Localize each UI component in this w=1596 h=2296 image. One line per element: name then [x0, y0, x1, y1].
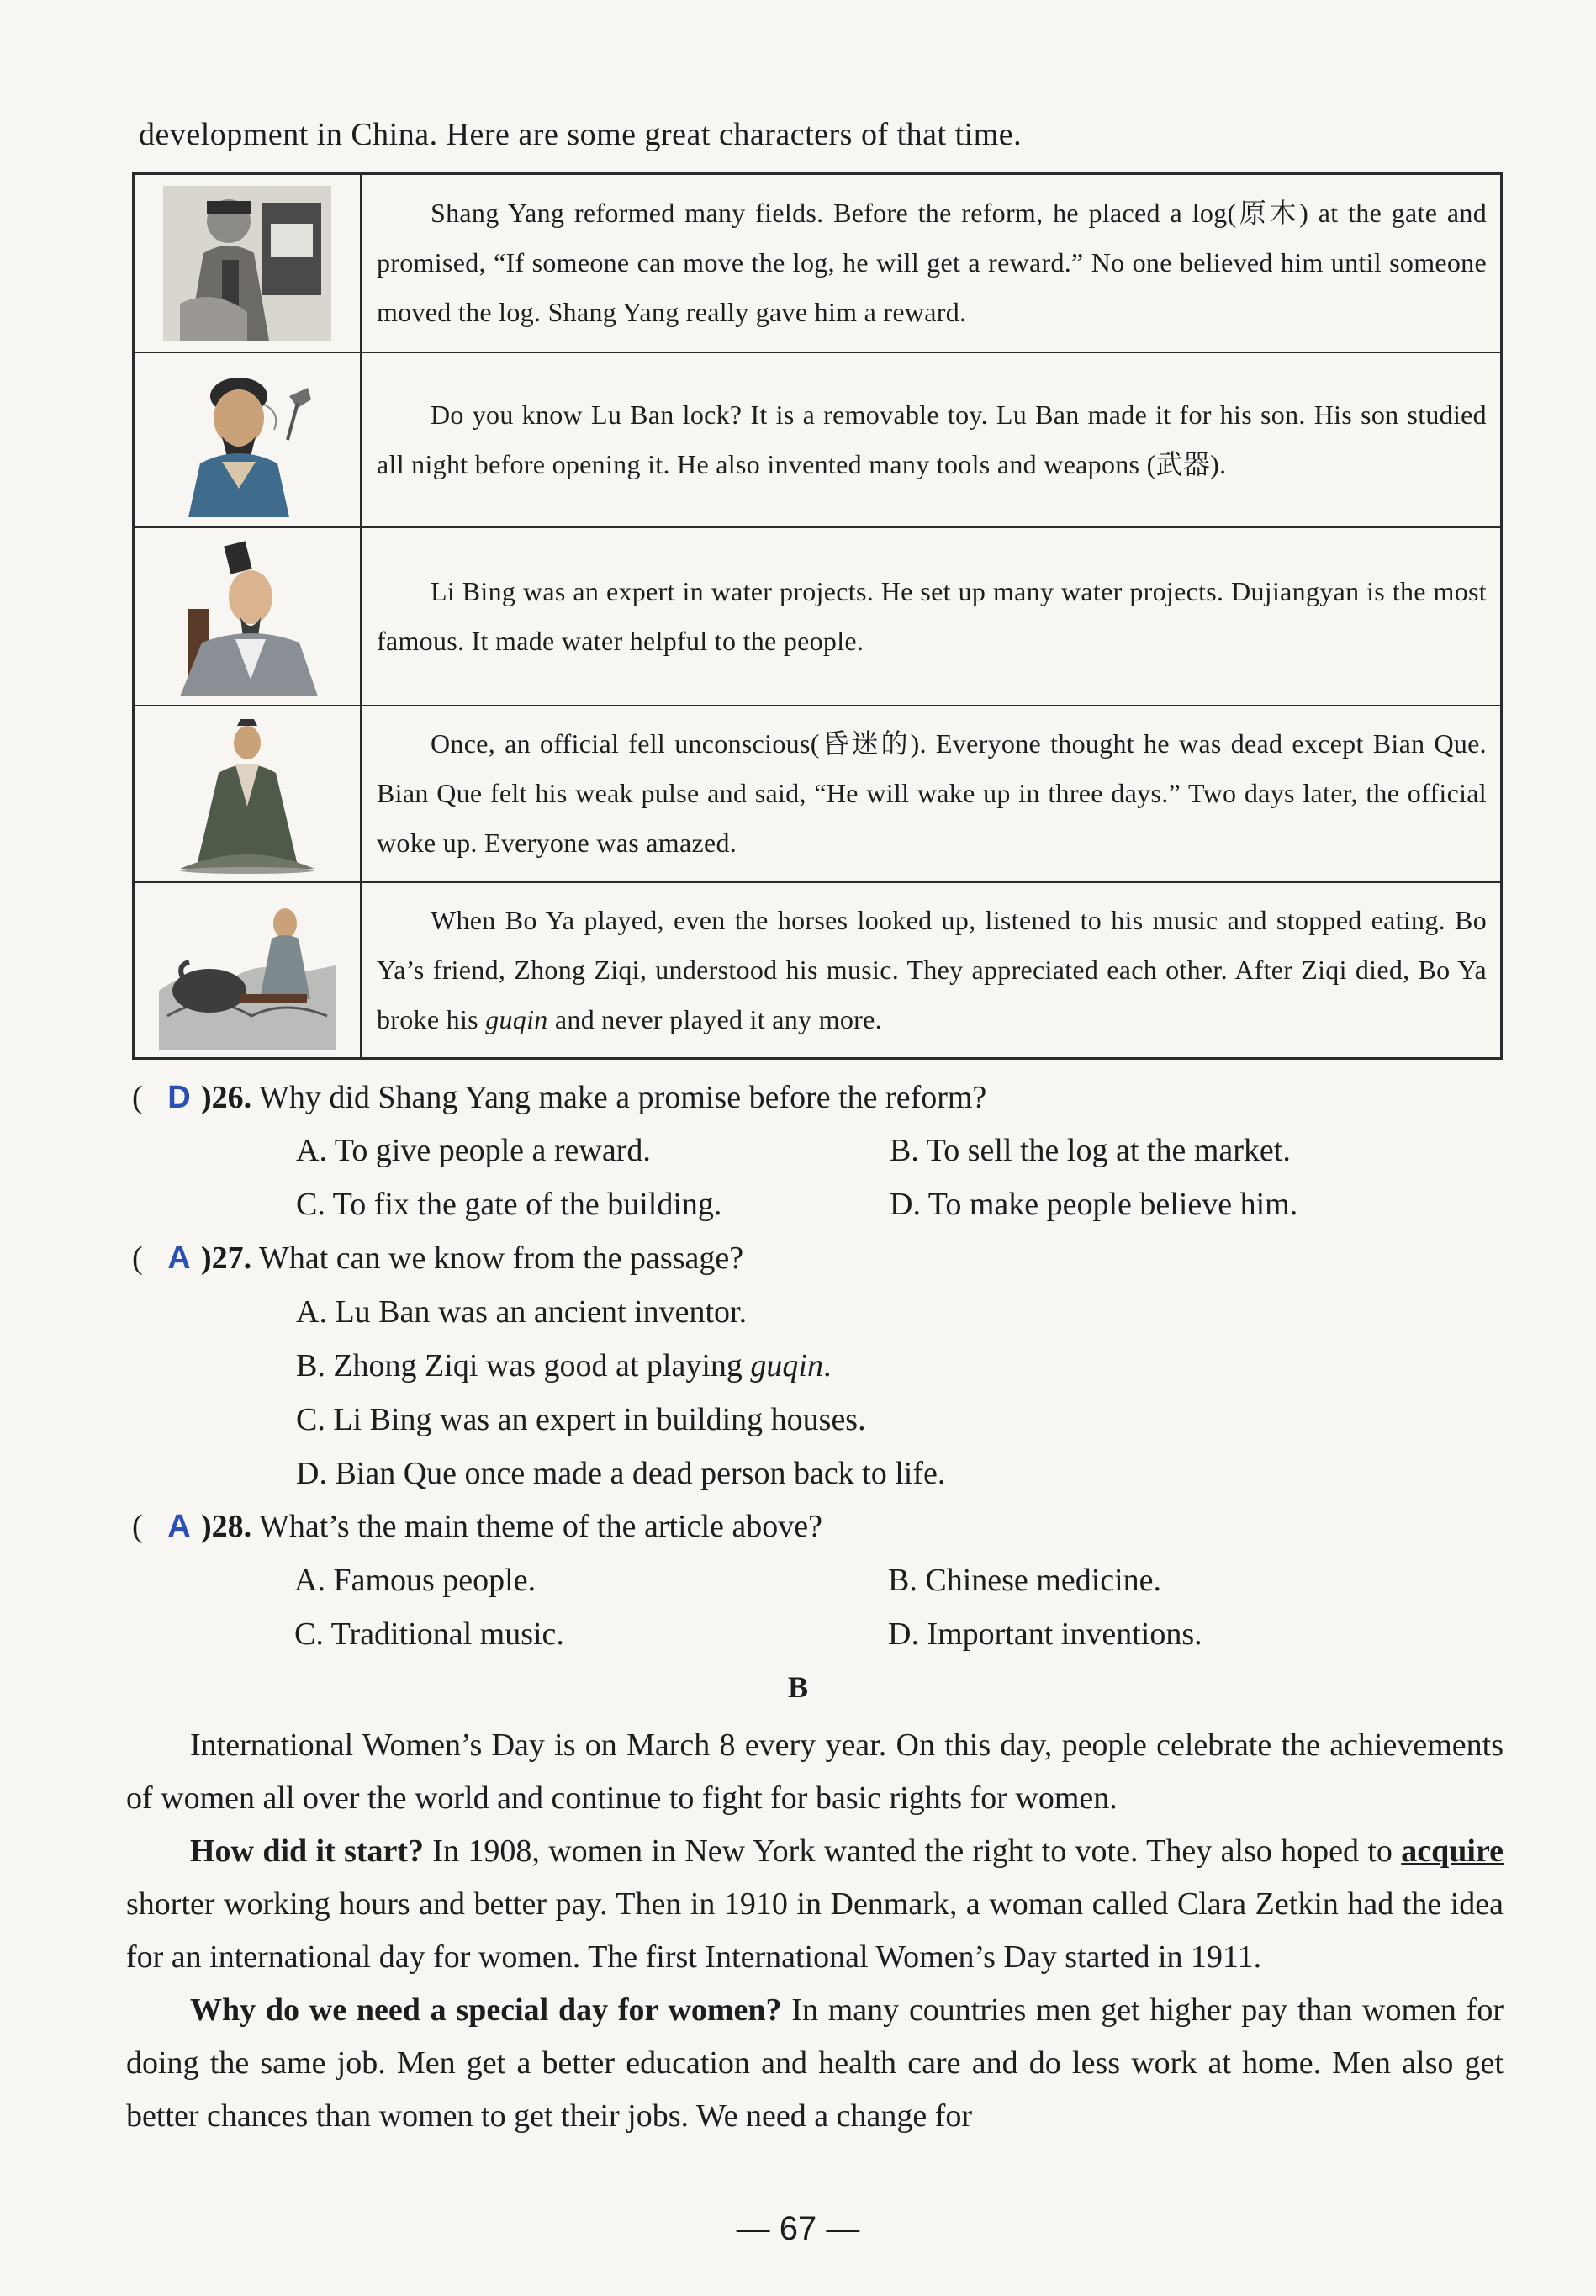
lu-ban-portrait [163, 362, 331, 517]
option-28-b: B. Chinese medicine. [888, 1563, 1162, 1598]
question-number: )26. [201, 1080, 252, 1115]
portrait-cell [134, 352, 362, 527]
option-27-d: D. Bian Que once made a dead person back to life. [296, 1456, 946, 1491]
question-text: Why did Shang Yang make a promise before the reform? [258, 1080, 987, 1115]
p3-text: In many countries men get higher pay than women for doing the same job. Men get a better education and health care and do less work at home. Men also get better chances than women to get their jobs. We need a change for [126, 1992, 1504, 2134]
table-row [134, 174, 1502, 352]
intro-line: development in China. Here are some great characters of that time. [139, 117, 1023, 152]
table-row [134, 882, 1502, 1059]
option-28-d: D. Important inventions. [888, 1616, 1202, 1652]
bo-ya-text-part: and never played it any more. [547, 1003, 882, 1034]
question-text: What’s the main theme of the article above? [258, 1509, 822, 1544]
guqin-word: guqin [750, 1348, 823, 1383]
section-b-heading: B [787, 1670, 808, 1704]
portrait-cell [134, 706, 362, 882]
option-27-c: C. Li Bing was an expert in building houses. [296, 1402, 866, 1437]
shang-yang-text: Shang Yang reformed many fields. Before the reform, he placed a log(原木) at the gate and promised, “If someone can move the log, he will get a reward.” No one believed him until someone moved the log. Shang Yang really gave him a reward. [377, 198, 1487, 328]
bo-ya-text-cell [361, 882, 1502, 1059]
question-number: )27. [201, 1241, 252, 1276]
bian-que-portrait [163, 714, 331, 874]
portrait-cell [134, 882, 362, 1059]
answer-26: D [167, 1080, 191, 1115]
bian-que-text-cell [361, 706, 1502, 882]
li-bing-text-cell [361, 527, 1502, 706]
option-28-a: A. Famous people. [294, 1563, 536, 1598]
option-26-a: A. To give people a reward. [296, 1133, 651, 1168]
answer-27: A [167, 1241, 191, 1276]
lu-ban-text: Do you know Lu Ban lock? It is a removable toy. Lu Ban made it for his son. His son studied all night before opening it. He also invented many tools and weapons (武器). [377, 399, 1487, 479]
bo-ya-text-part: When Bo Ya played, even the horses looked up, listened to his music and stopped eating. Bo Ya’s friend, Zhong Ziqi, understood his music. They appreciated each other. After Ziqi died, Bo Ya broke his [377, 904, 1487, 1034]
passage-b-p1: International Women’s Day is on March 8 every year. On this day, people celebrate the achievements of women all over the world and continue to fight for basic rights for women. [126, 1727, 1504, 1816]
passage-b-p2 [126, 1825, 1504, 1984]
option-26-d: D. To make people believe him. [890, 1187, 1298, 1222]
li-bing-portrait [163, 537, 331, 696]
li-bing-text: Li Bing was an expert in water projects. He set up many water projects. Dujiangyan is the most famous. It made water helpful to the people. [377, 575, 1487, 656]
p2-heading: How did it start? [190, 1833, 425, 1869]
question-27 [132, 1240, 743, 1277]
page-number: — 67 — [736, 2210, 860, 2247]
acquire-word: acquire [1401, 1833, 1504, 1869]
answer-28: A [167, 1509, 191, 1544]
portrait-cell [134, 174, 362, 352]
passage-b [126, 1719, 1504, 2143]
p2-text: In 1908, women in New York wanted the right to vote. They also hoped to [424, 1833, 1402, 1869]
table-row [134, 527, 1502, 706]
portrait-cell [134, 527, 362, 706]
table-row [134, 706, 1502, 882]
option-27-b [296, 1347, 831, 1384]
option-27-a: A. Lu Ban was an ancient inventor. [296, 1294, 748, 1330]
p2-text: shorter working hours and better pay. Then in 1910 in Denmark, a woman called Clara Zetkin had the idea for an international day for women. The first International Women’s Day started in 1911. [126, 1886, 1504, 1975]
question-26 [132, 1079, 986, 1116]
bo-ya-portrait [159, 890, 336, 1050]
table-row [134, 352, 1502, 527]
open-paren: ( [132, 1509, 143, 1544]
open-paren: ( [132, 1241, 143, 1276]
open-paren: ( [132, 1080, 143, 1115]
question-text: What can we know from the passage? [258, 1241, 744, 1276]
shang-yang-portrait [163, 186, 331, 341]
p3-heading: Why do we need a special day for women? [190, 1992, 782, 2028]
guqin-word: guqin [485, 1003, 548, 1034]
bian-que-text: Once, an official fell unconscious(昏迷的). Everyone thought he was dead except Bian Que. Bian Que felt his weak pulse and said, “He will wake up in three days.” Two days later, the official woke up. Everyone was amazed. [377, 728, 1487, 858]
option-26-c: C. To fix the gate of the building. [296, 1187, 722, 1222]
option-26-b: B. To sell the log at the market. [890, 1133, 1291, 1168]
question-number: )28. [201, 1509, 252, 1544]
question-28 [132, 1508, 822, 1545]
option-text: . [822, 1348, 832, 1383]
bo-ya-text [377, 896, 1487, 1045]
passage-b-p3 [126, 1984, 1504, 2143]
characters-table [132, 172, 1503, 1060]
shang-yang-text-cell [361, 174, 1502, 352]
option-text: B. Zhong Ziqi was good at playing [296, 1348, 751, 1383]
option-28-c: C. Traditional music. [294, 1616, 564, 1652]
lu-ban-text-cell [361, 352, 1502, 527]
